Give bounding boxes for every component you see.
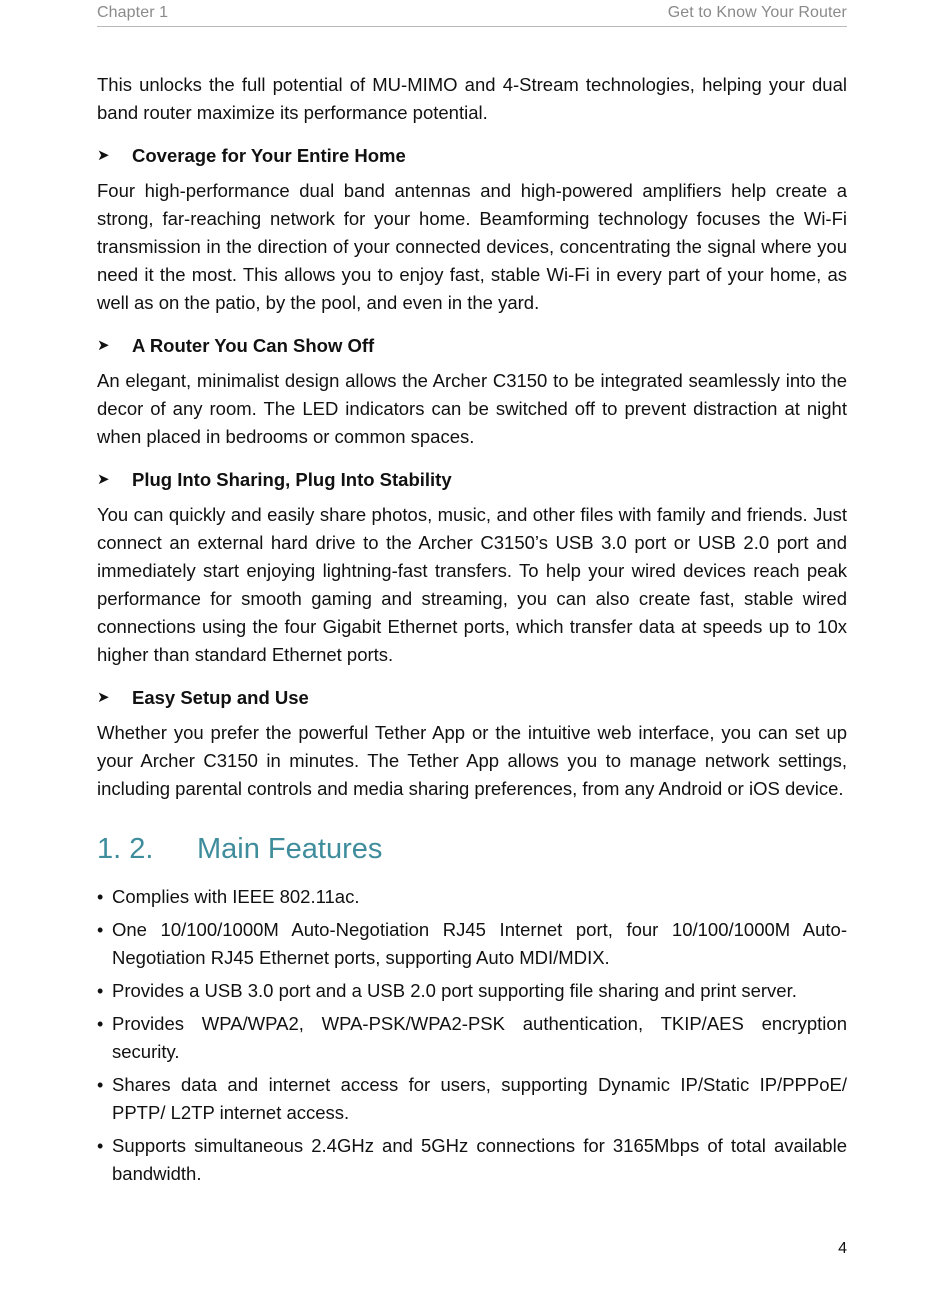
round-bullet-icon: • bbox=[97, 920, 104, 940]
round-bullet-icon: • bbox=[97, 981, 104, 1001]
list-item bbox=[97, 883, 847, 911]
round-bullet-icon: • bbox=[97, 1136, 104, 1156]
list-item-text: Shares data and internet access for users, supporting Dynamic IP/Static IP/PPPoE/ PPTP/ L2TP internet access. bbox=[112, 1074, 847, 1123]
section-coverage bbox=[97, 142, 847, 317]
section-design bbox=[97, 332, 847, 451]
features-list bbox=[97, 883, 847, 1188]
list-item-text: Supports simultaneous 2.4GHz and 5GHz connections for 3165Mbps of total available bandwidth. bbox=[112, 1135, 847, 1184]
section-paragraph: An elegant, minimalist design allows the Archer C3150 to be integrated seamlessly into the decor of any room. The LED indicators can be switched off to prevent distraction at night when placed in bedrooms or common spaces. bbox=[97, 370, 847, 447]
page-header bbox=[97, 4, 847, 27]
round-bullet-icon: • bbox=[97, 1075, 104, 1095]
section-heading-text: Easy Setup and Use bbox=[132, 687, 309, 708]
section-sharing bbox=[97, 466, 847, 669]
header-chapter: Chapter 1 bbox=[97, 4, 169, 21]
section-number: 1. 2. bbox=[97, 832, 154, 865]
section-heading bbox=[97, 466, 847, 494]
round-bullet-icon: • bbox=[97, 887, 104, 907]
section-heading bbox=[97, 684, 847, 712]
section-setup bbox=[97, 684, 847, 803]
section-paragraph: You can quickly and easily share photos, music, and other files with family and friends. Just connect an external hard drive to the Archer C3150’s USB 3.0 port or USB 2.0 port and immediately start enjoying lightning-fast transfers. To help your wired devices reach peak performance for smooth gaming and streaming, you can also create fast, stable wired connections using the four Gigabit Ethernet ports, which transfer data at speeds up to 10x higher than standard Ethernet ports. bbox=[97, 504, 847, 665]
list-item-text: Provides a USB 3.0 port and a USB 2.0 port supporting file sharing and print server. bbox=[112, 980, 797, 1001]
list-item bbox=[97, 916, 847, 972]
header-title: Get to Know Your Router bbox=[667, 4, 847, 21]
round-bullet-icon: • bbox=[97, 1014, 104, 1034]
arrow-bullet-icon: ➤ bbox=[97, 337, 110, 354]
arrow-bullet-icon: ➤ bbox=[97, 147, 110, 164]
arrow-bullet-icon: ➤ bbox=[97, 471, 110, 488]
section-paragraph: Four high-performance dual band antennas and high-powered amplifiers help create a strong, far-reaching network for your home. Beamforming technology focuses the Wi-Fi transmission in the direction of your connected devices, concentrating the signal where you need it the most. This allows you to enjoy fast, stable Wi-Fi in every part of your home, as well as on the patio, by the pool, and even in the yard. bbox=[97, 180, 847, 313]
section-paragraph: Whether you prefer the powerful Tether App or the intuitive web interface, you can set up your Archer C3150 in minutes. The Tether App allows you to manage network settings, including parental controls and media sharing preferences, from any Android or iOS device. bbox=[97, 722, 847, 799]
list-item bbox=[97, 977, 847, 1005]
page-content bbox=[97, 71, 847, 1193]
list-item-text: Provides WPA/WPA2, WPA-PSK/WPA2-PSK authentication, TKIP/AES encryption security. bbox=[112, 1013, 847, 1062]
list-item bbox=[97, 1071, 847, 1127]
section-heading bbox=[97, 142, 847, 170]
list-item bbox=[97, 1010, 847, 1066]
intro-paragraph: This unlocks the full potential of MU-MIMO and 4-Stream technologies, helping your dual band router maximize its performance potential. bbox=[97, 74, 847, 123]
list-item-text: One 10/100/1000M Auto-Negotiation RJ45 Internet port, four 10/100/1000M Auto-Negotiation RJ45 Ethernet ports, supporting Auto MDI/MDIX. bbox=[112, 919, 847, 968]
section-heading-text: A Router You Can Show Off bbox=[132, 335, 375, 356]
list-item-text: Complies with IEEE 802.11ac. bbox=[112, 886, 360, 907]
section-heading-text: Plug Into Sharing, Plug Into Stability bbox=[132, 469, 452, 490]
section-heading bbox=[97, 332, 847, 360]
arrow-bullet-icon: ➤ bbox=[97, 689, 110, 706]
list-item bbox=[97, 1132, 847, 1188]
section-heading-text: Coverage for Your Entire Home bbox=[132, 145, 406, 166]
main-features-heading bbox=[97, 829, 847, 869]
page-number: 4 bbox=[838, 1240, 847, 1257]
section-title: Main Features bbox=[197, 832, 383, 865]
